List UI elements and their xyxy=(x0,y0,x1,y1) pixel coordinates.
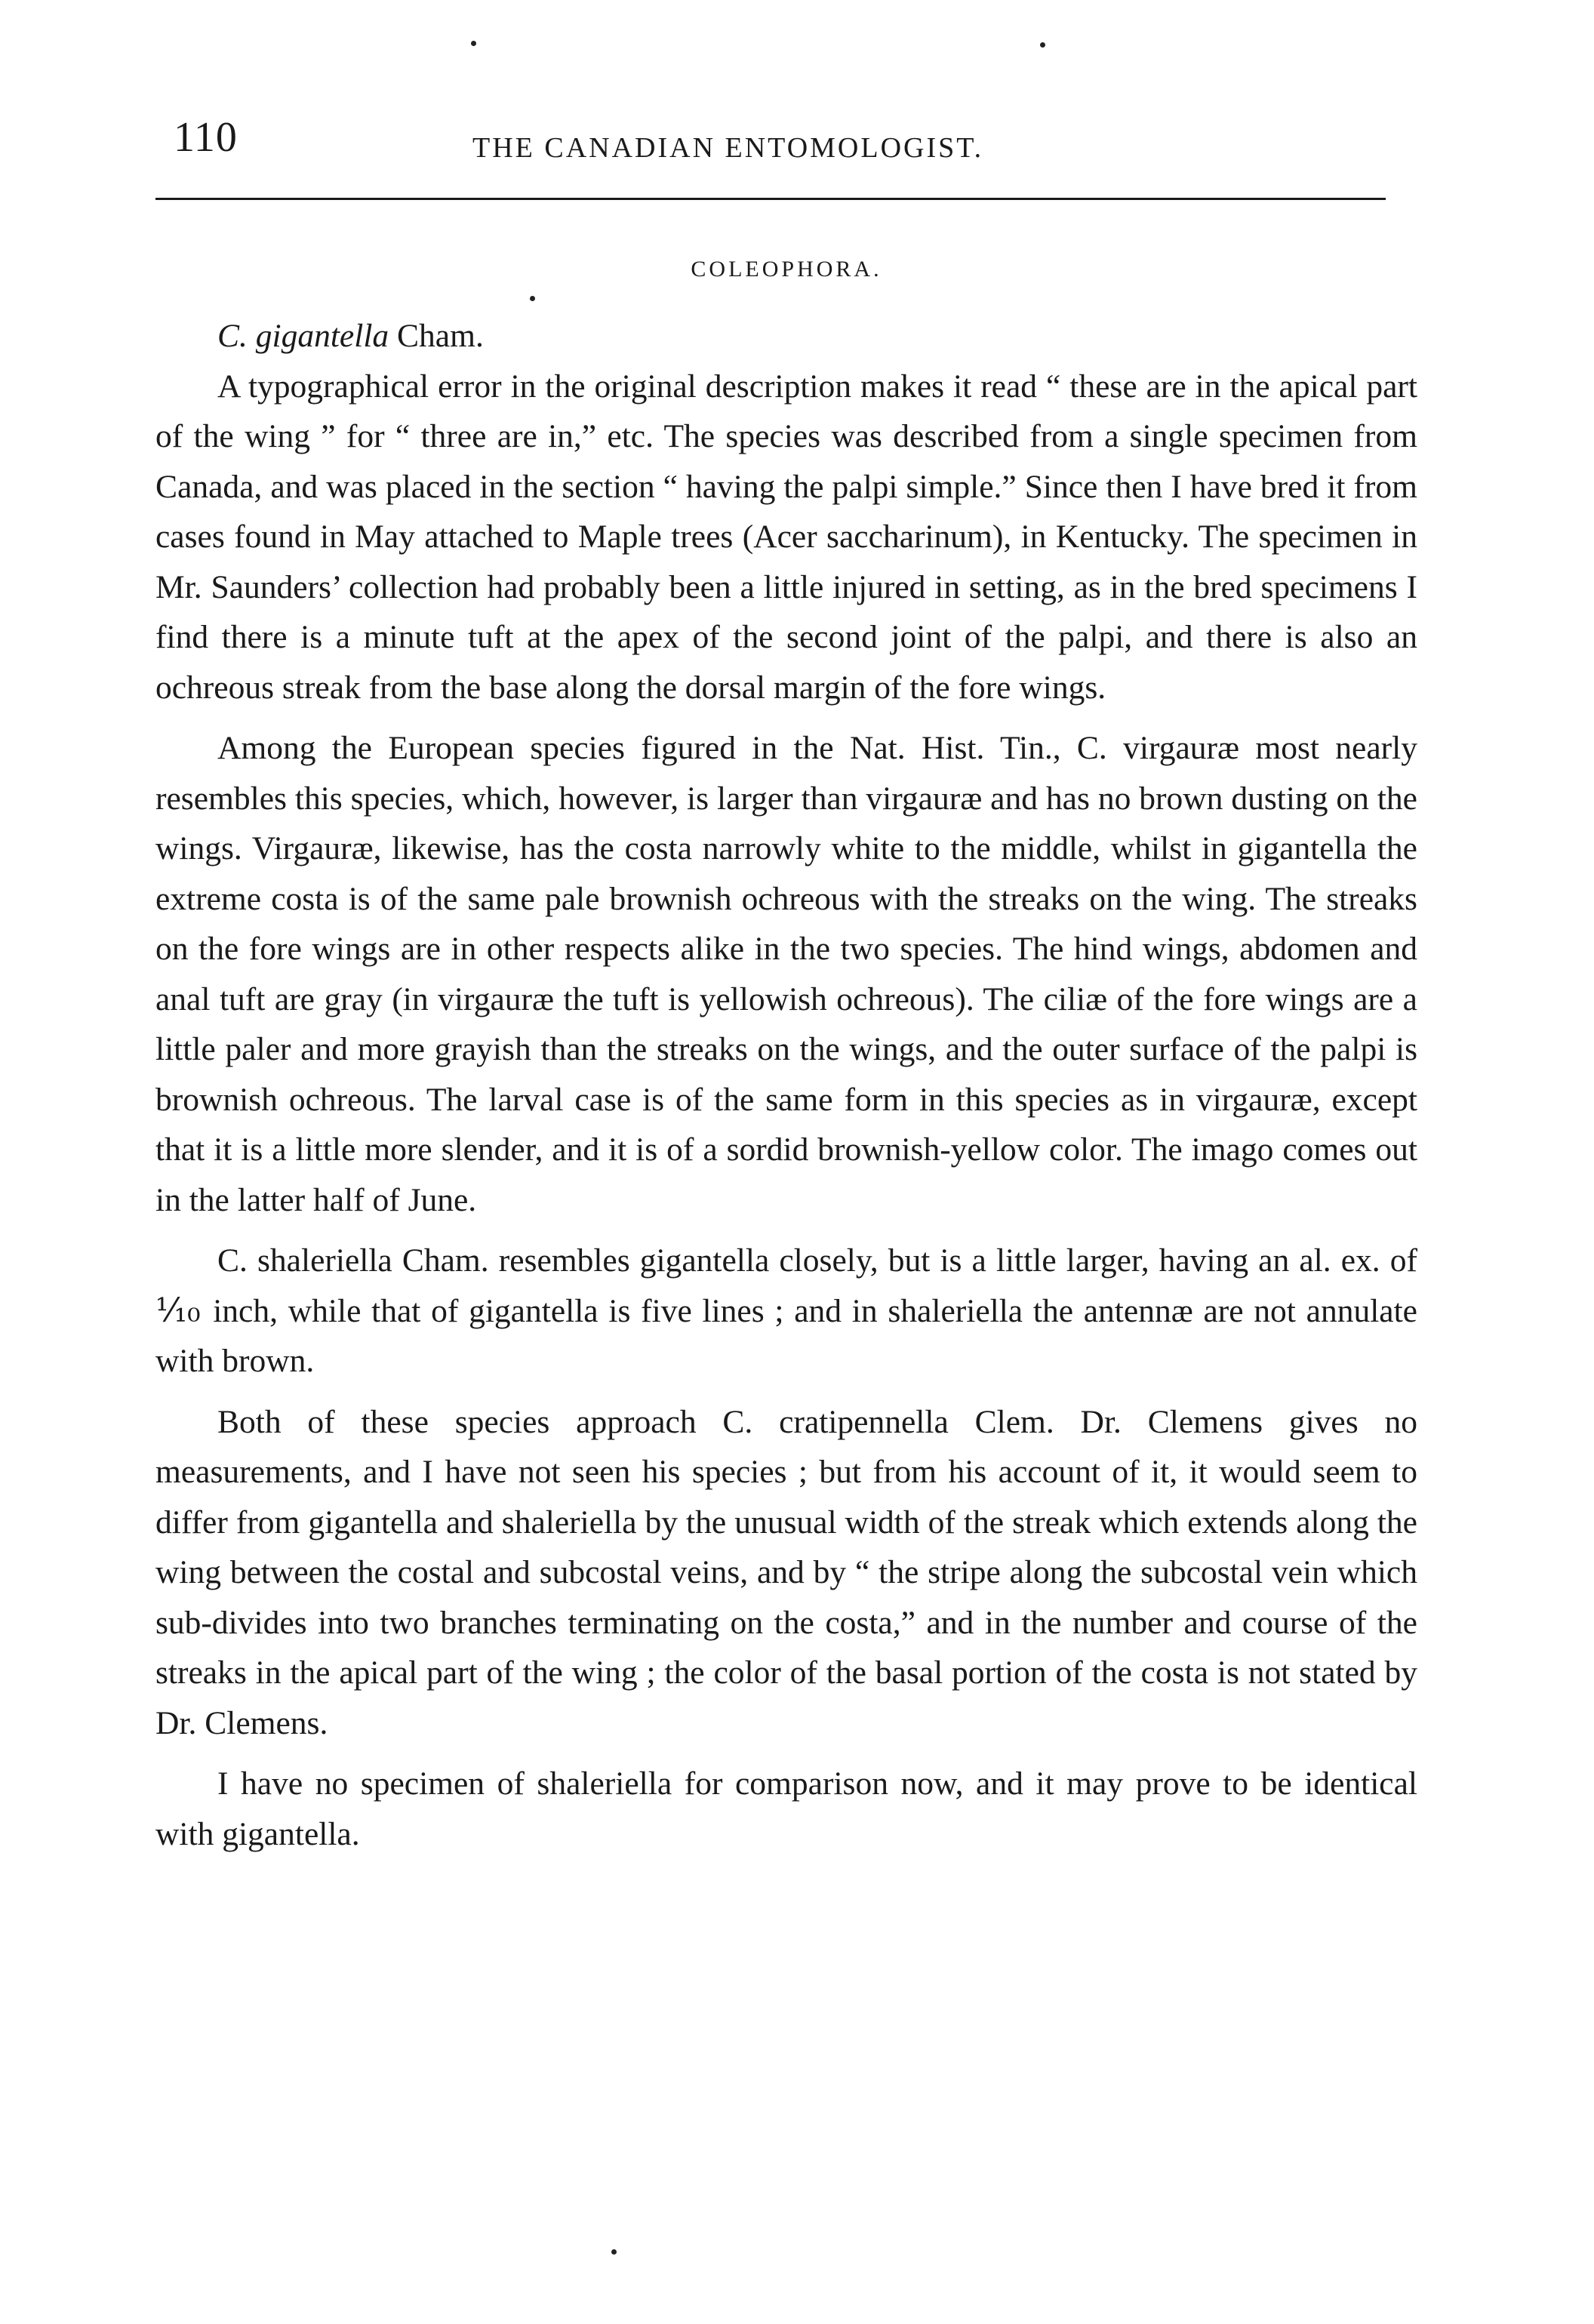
section-heading: COLEOPHORA. xyxy=(691,257,882,282)
article-body xyxy=(155,311,1417,1859)
page-header xyxy=(155,113,1417,174)
species-author: Cham. xyxy=(397,318,484,354)
paragraph-2: Among the European species figured in the Nat. Hist. Tin., C. virgauræ most nearly resembles this species, which, however, is larger than virgauræ and has no brown dusting on the wings. Virgauræ, likewise, has the costa narrowly white to the middle, whilst in gigantella the extreme costa is of the same pale brownish ochreous with the streaks on the wing. The streaks on the fore wings are in other respects alike in the two species. The hind wings, abdomen and anal tuft are gray (in virgauræ the tuft is yellowish ochreous). The ciliæ of the fore wings are a little paler and more grayish than the streaks on the wings, and the outer surface of the palpi is brownish ochreous. The larval case is of the same form in this species as in virgauræ, except that it is a little more slender, and it is of a sordid brownish-yellow color. The imago comes out in the latter half of June. xyxy=(155,730,1417,1218)
paragraph-5: I have no specimen of shaleriella for comparison now, and it may prove to be identical with gigantella. xyxy=(155,1765,1417,1852)
scan-speck xyxy=(530,296,535,301)
running-title: THE CANADIAN ENTOMOLOGIST. xyxy=(472,132,984,164)
header-rule xyxy=(155,198,1386,200)
paragraph-1: A typographical error in the original description makes it read “ these are in the apical part of the wing ” for “ three are in,” etc. The species was described from a single specimen from Canada, and was placed in the section “ having the palpi simple.” Since then I have bred it from cases found in May attached to Maple trees (Acer saccharinum), in Kentucky. The specimen in Mr. Saunders’ collection had probably been a little injured in setting, as in the bred specimens I find there is a minute tuft at the apex of the second joint of the palpi, and there is also an ochreous streak from the base along the dorsal margin of the fore wings. xyxy=(155,368,1417,706)
scan-speck xyxy=(471,41,476,46)
scan-speck xyxy=(611,2249,617,2255)
species-entry-heading xyxy=(155,311,1417,362)
paragraph-3: C. shaleriella Cham. resembles gigantella closely, but is a little larger, having an al. ex. of ⅒ inch, while that of gigantella is five lines ; and in shaleriella the antennæ are not annulate with brown. xyxy=(155,1242,1417,1379)
page-number: 110 xyxy=(174,114,238,161)
paragraph-4: Both of these species approach C. cratipennella Clem. Dr. Clemens gives no measurements, and I have not seen his species ; but from his account of it, it would seem to differ from gigantella and shaleriella by the unusual width of the streak which extends along the wing between the costal and subcostal veins, and by “ the stripe along the subcostal vein which sub-divides into two branches terminating on the costa,” and in the number and course of the streaks in the apical part of the wing ; the color of the basal portion of the costa is not stated by Dr. Clemens. xyxy=(155,1403,1417,1741)
journal-page xyxy=(155,113,1417,1852)
species-name: C. gigantella xyxy=(217,318,389,354)
scan-speck xyxy=(1040,42,1045,48)
